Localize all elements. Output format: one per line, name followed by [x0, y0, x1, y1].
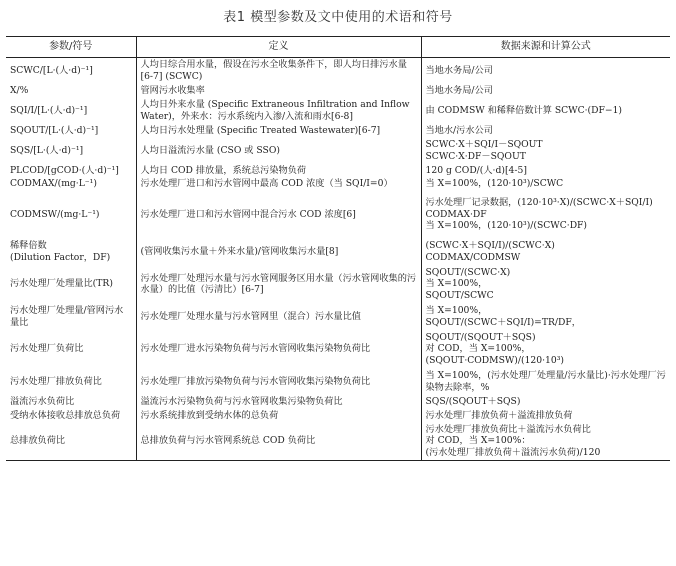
- table-row: [6, 177, 670, 191]
- source-cell: 污水处理厂排放负荷＋溢流排放负荷: [425, 409, 573, 421]
- source-cell: 当地水/污水公司: [425, 124, 493, 136]
- table-row: [6, 395, 670, 409]
- definition-cell: 污水处理厂处理水量与污水管网里（混合）污水量比值: [136, 303, 421, 330]
- param-cell: 溢流污水负荷比: [6, 395, 136, 409]
- table-row: [6, 164, 670, 178]
- param-cell: 总排放负荷比: [6, 422, 136, 460]
- source-cell: 由 CODMSW 和稀释倍数计算 SCWC·(DF−1): [425, 104, 623, 116]
- table-row: [6, 265, 670, 303]
- definition-cell: 人均日 COD 排放量，系统总污染物负荷: [136, 164, 421, 178]
- param-cell: X/%: [6, 84, 136, 98]
- param-cell: CODMSW/(mg·L⁻¹): [6, 191, 136, 238]
- source-cell: 当 X=100%， SQOUT/(SCWC＋SQI/I)=TR/DF，: [425, 305, 581, 328]
- source-cell: 当地水务局/公司: [425, 84, 493, 96]
- table-row: [6, 138, 670, 164]
- table-row: [6, 84, 670, 98]
- table-row: [6, 422, 670, 460]
- param-cell: SQOUT/[L·(人·d)⁻¹]: [6, 124, 136, 138]
- source-cell: SQS/(SQOUT＋SQS): [425, 396, 521, 407]
- table-header: [6, 37, 670, 58]
- definition-cell: 人均日综合用水量，假设在污水全收集条件下，即人均日排污水量[6-7] (SCWC): [136, 58, 421, 84]
- source-cell: 污水处理厂记录数据，(120·10³·X)/(SCWC·X＋SQI/I) CODMAX·DF 当 X=100%，(120·10³)/(SCWC·DF): [425, 197, 653, 232]
- definition-cell: (管网收集污水量＋外来水量)/管网收集污水量[8]: [136, 238, 421, 265]
- param-cell: 稀释倍数 (Dilution Factor，DF): [6, 238, 136, 265]
- definition-cell: 管网污水收集率: [136, 84, 421, 98]
- param-cell: SQS/[L·(人·d)⁻¹]: [6, 138, 136, 164]
- source-cell: 120 g COD/(人·d)[4-5]: [425, 164, 527, 176]
- definition-cell: 总排放负荷与污水管网系统总 COD 负荷比: [136, 422, 421, 460]
- definition-cell: 人均日污水处理量 (Specific Treated Wastewater)[6-7]: [136, 124, 421, 138]
- header-definition: 定义: [136, 37, 421, 58]
- definition-cell: 污水处理厂处理污水量与污水管网服务区用水量（污水管网收集的污水量）的比值（污清比）[6-7]: [136, 265, 421, 303]
- table-row: [6, 98, 670, 124]
- source-cell: (SCWC·X＋SQI/I)/(SCWC·X) CODMAX/CODMSW: [425, 240, 555, 263]
- param-cell: 污水处理厂排放负荷比: [6, 368, 136, 395]
- table-row: [6, 191, 670, 238]
- source-cell: 污水处理厂排放负荷比＋溢流污水负荷比 对 COD，当 X=100%： (污水处理厂排放负荷＋溢流污水负荷)/120: [425, 423, 601, 458]
- header-source: 数据来源和计算公式: [500, 41, 591, 53]
- table-row: [6, 330, 670, 368]
- table-row: [6, 303, 670, 330]
- parameter-table: [6, 36, 670, 461]
- param-cell: SCWC/[L·(人·d)⁻¹]: [6, 58, 136, 84]
- definition-cell: 污水处理厂排放污染物负荷与污水管网收集污染物负荷比: [136, 368, 421, 395]
- table-row: [6, 58, 670, 84]
- param-cell: 污水处理厂处理量/管网污水量比: [6, 303, 136, 330]
- definition-cell: 人均日溢流污水量 (CSO 或 SSO): [136, 138, 421, 164]
- definition-cell: 污水处理厂进水污染物负荷与污水管网收集污染物负荷比: [136, 330, 421, 368]
- table-row: [6, 409, 670, 423]
- source-cell: SQOUT/(SQOUT＋SQS) 对 COD，当 X=100%， (SQOUT·CODMSW)/(120·10³): [425, 331, 564, 366]
- definition-cell: 污水处理厂进口和污水管网中最高 COD 浓度（当 SQI/I=0）: [136, 177, 421, 191]
- source-cell: 当 X=100%，(120·10³)/SCWC: [425, 178, 564, 190]
- table-row: [6, 368, 670, 395]
- definition-cell: 人均日外来水量 (Specific Extraneous Infiltration and Inflow Water)，外来水：污水系统内入渗/入流和雨水[6-8]: [136, 98, 421, 124]
- param-cell: 污水处理厂负荷比: [6, 330, 136, 368]
- param-cell: SQI/I/[L·(人·d)⁻¹]: [6, 98, 136, 124]
- source-cell: 当 X=100%，(污水处理厂处理量/污水量比)·污水处理厂污染物去除率，%: [425, 370, 666, 393]
- table-row: [6, 124, 670, 138]
- table-caption: 表1 模型参数及文中使用的术语和符号: [223, 10, 453, 25]
- table-body: [6, 58, 670, 461]
- param-cell: PLCOD/[gCOD·(人·d)⁻¹]: [6, 164, 136, 178]
- table-row: [6, 238, 670, 265]
- source-cell: SCWC·X＋SQI/I－SQOUT SCWC·X·DF－SQOUT: [425, 139, 543, 162]
- header-param: 参数/符号: [6, 37, 136, 58]
- param-cell: CODMAX/(mg·L⁻¹): [6, 177, 136, 191]
- definition-cell: 污水系统排放到受纳水体的总负荷: [136, 409, 421, 423]
- param-cell: 受纳水体接收总排放总负荷: [6, 409, 136, 423]
- definition-cell: 溢流污水污染物负荷与污水管网收集污染物负荷比: [136, 395, 421, 409]
- param-cell: 污水处理厂处理量比(TR): [6, 265, 136, 303]
- source-cell: 当地水务局/公司: [425, 65, 493, 76]
- source-cell: SQOUT/(SCWC·X) 当 X=100%， SQOUT/SCWC: [425, 266, 511, 301]
- definition-cell: 污水处理厂进口和污水管网中混合污水 COD 浓度[6]: [136, 191, 421, 238]
